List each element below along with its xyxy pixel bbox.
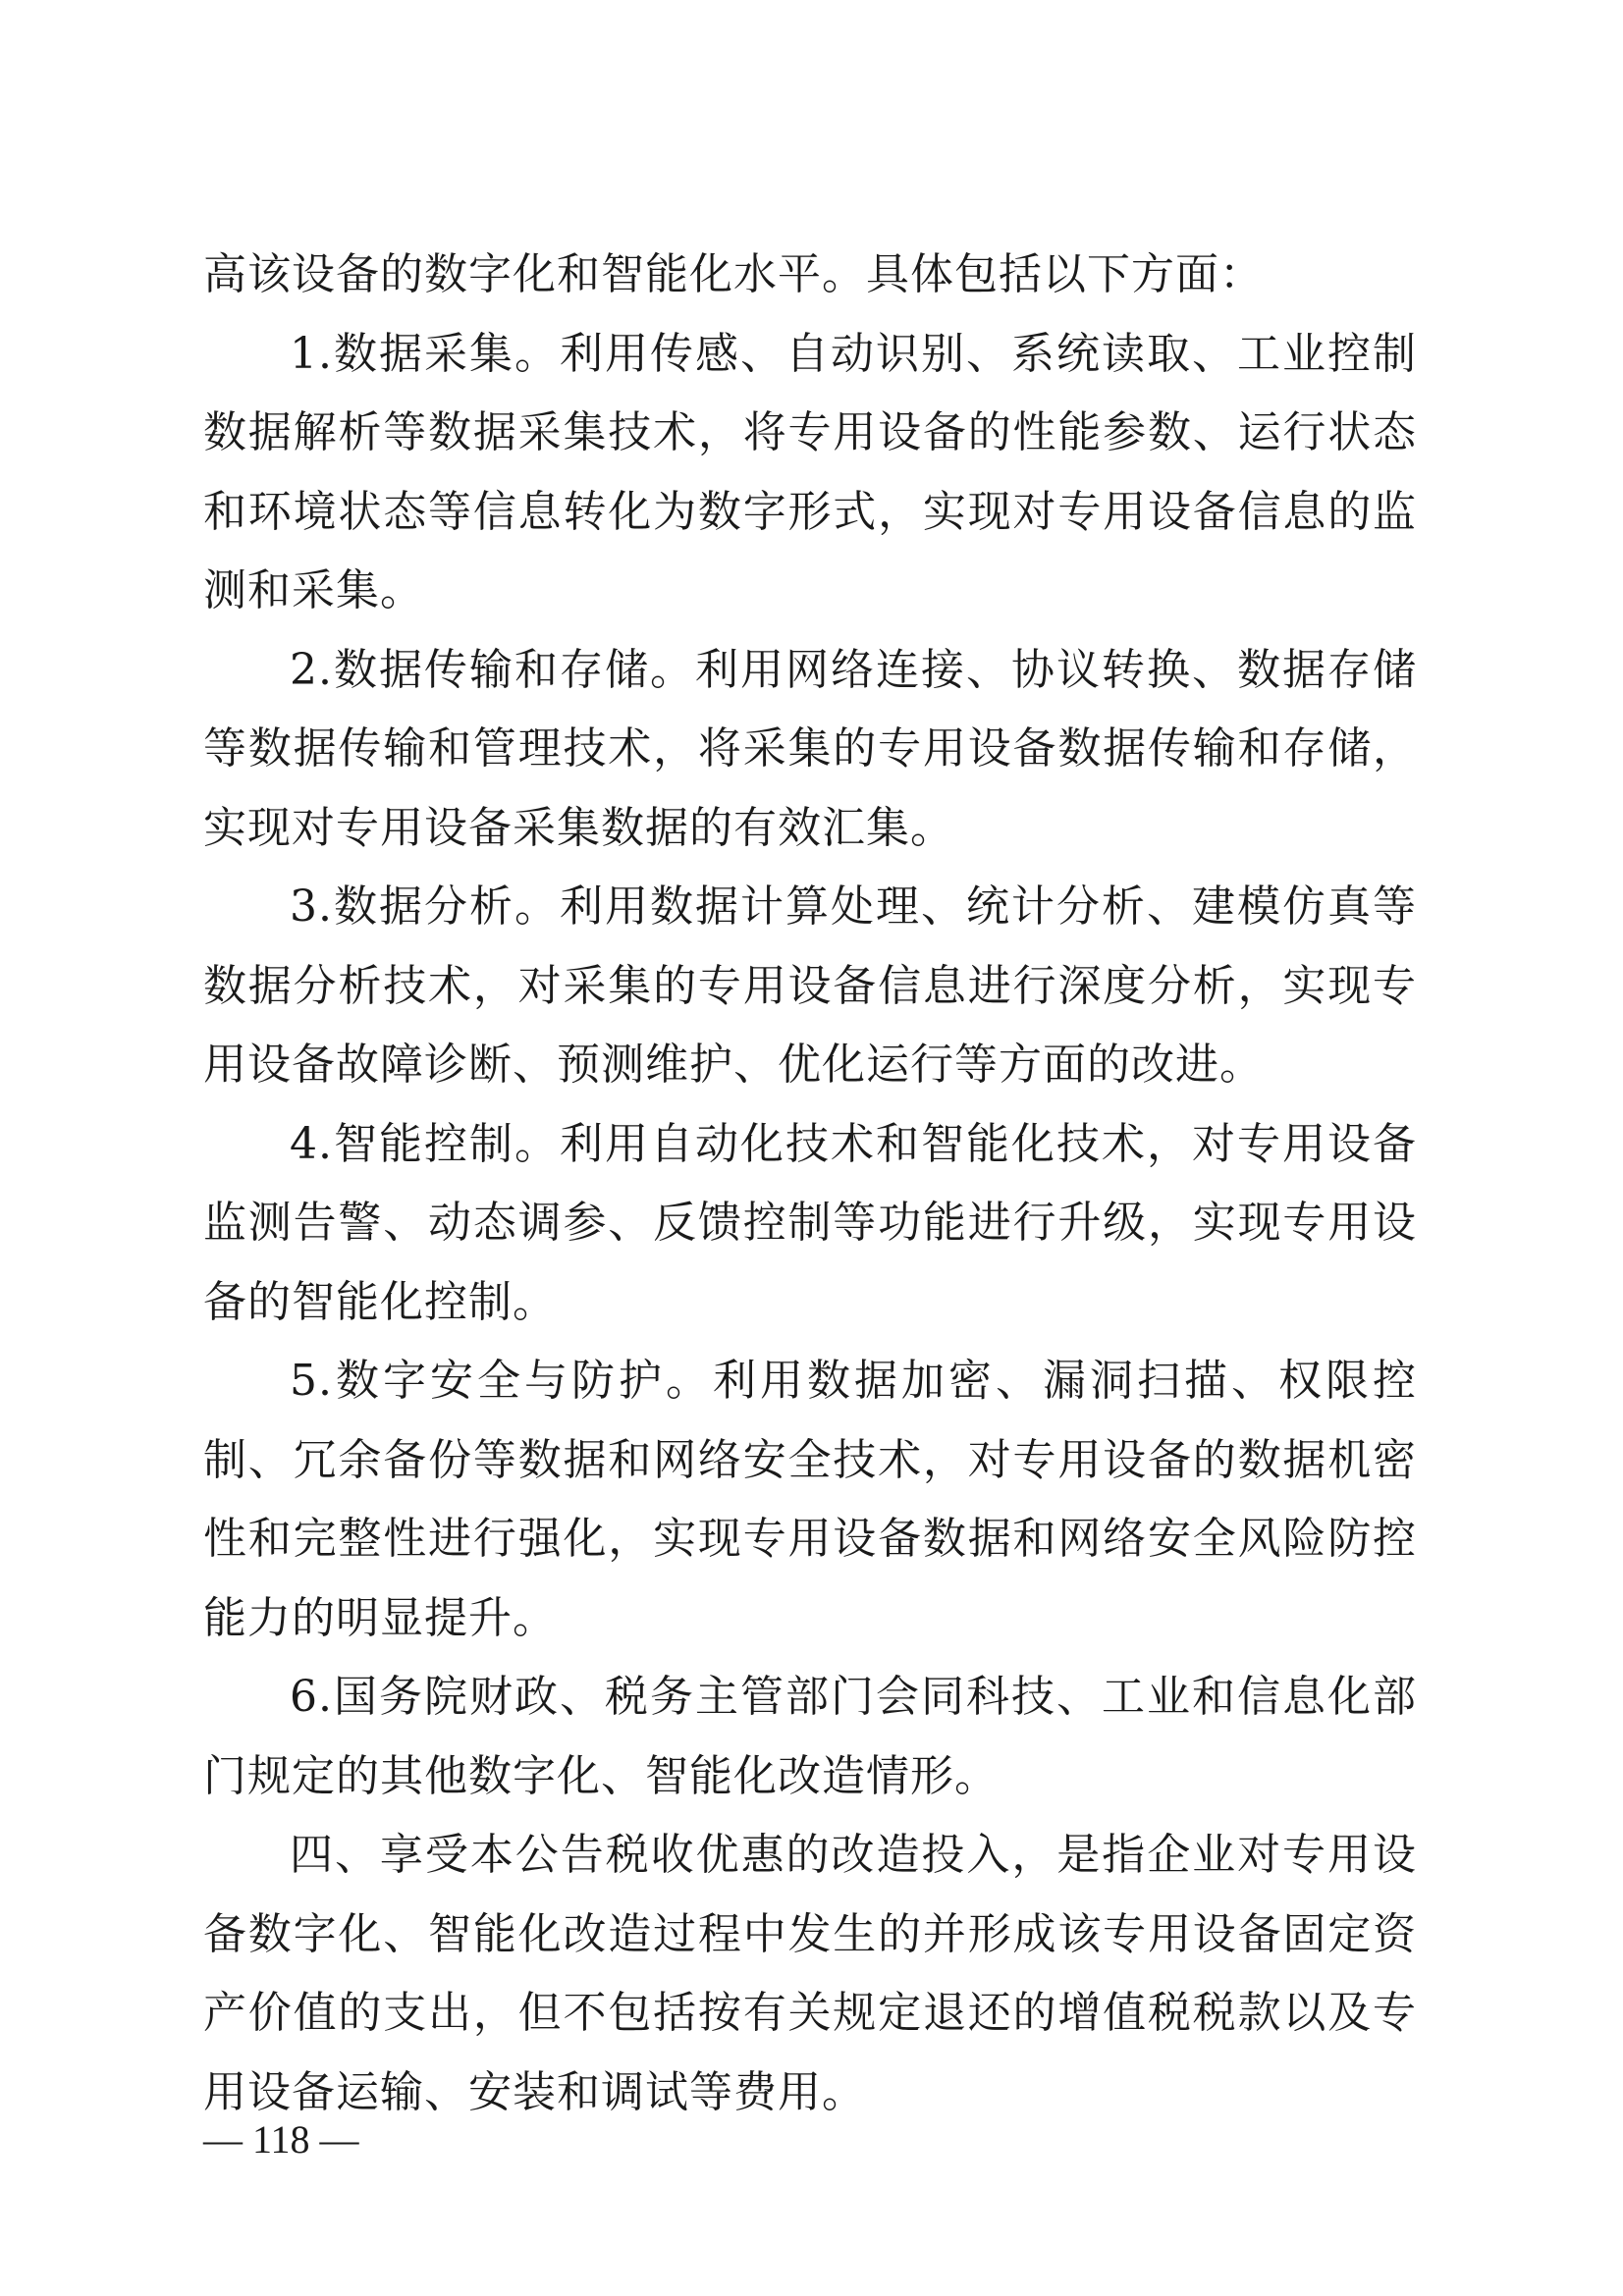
paragraph-intro-continuation: 高该设备的数字化和智能化水平。具体包括以下方面： bbox=[203, 249, 1264, 299]
paragraph-section-4: 四、享受本公告税收优惠的改造投入，是指企业对专用设备数字化、智能化改造过程中发生的并形成该专用设备固定资产价值的支出，但不包括按有关规定退还的增值税税款以及专用设备运输、安装和调试等费用。 bbox=[203, 1830, 1417, 2117]
paragraph-item-3-data-analysis: 3.数据分析。利用数据计算处理、统计分析、建模仿真等数据分析技术，对采集的专用设备信息进行深度分析，实现专用设备故障诊断、预测维护、优化运行等方面的改进。 bbox=[203, 881, 1417, 1090]
paragraph-item-2-data-transmission: 2.数据传输和存储。利用网络连接、协议转换、数据存储等数据传输和管理技术，将采集的专用设备数据传输和存储，实现对专用设备采集数据的有效汇集。 bbox=[203, 644, 1417, 853]
paragraph-item-1-data-collection: 1.数据采集。利用传感、自动识别、系统读取、工业控制数据解析等数据采集技术，将专用设备的性能参数、运行状态和环境状态等信息转化为数字形式，实现对专用设备信息的监测和采集。 bbox=[203, 328, 1417, 615]
paragraph-item-5-digital-security: 5.数字安全与防护。利用数据加密、漏洞扫描、权限控制、冗余备份等数据和网络安全技术，对专用设备的数据机密性和完整性进行强化，实现专用设备数据和网络安全风险防控能力的明显提升。 bbox=[203, 1356, 1417, 1643]
paragraph-item-4-intelligent-control: 4.智能控制。利用自动化技术和智能化技术，对专用设备监测告警、动态调参、反馈控制等功能进行升级，实现专用设备的智能化控制。 bbox=[203, 1118, 1417, 1327]
page-number: — 118 — bbox=[203, 2117, 359, 2162]
body-text bbox=[203, 236, 1417, 2132]
paragraph-item-6-other-cases: 6.国务院财政、税务主管部门会同科技、工业和信息化部门规定的其他数字化、智能化改造情形。 bbox=[203, 1672, 1417, 1801]
